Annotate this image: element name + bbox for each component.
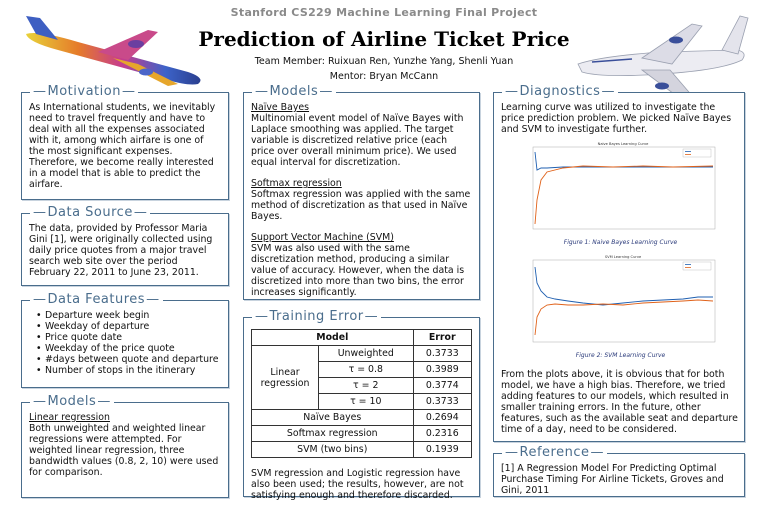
reference-title: — Reference — <box>502 445 607 461</box>
error-cell: 0.2316 <box>413 426 471 442</box>
model-cell: Naïve Bayes <box>252 410 414 426</box>
models-left-title: — Models — <box>30 394 114 410</box>
figure-2-caption: Figure 2: SVM Learning Curve <box>575 352 666 359</box>
motivation-panel <box>21 84 229 200</box>
model-cell: τ = 2 <box>319 378 414 394</box>
project-label: Stanford CS229 Machine Learning Final Project <box>230 6 538 19</box>
model-cell: SVM (two bins) <box>252 442 414 458</box>
data-source-panel <box>21 205 229 286</box>
model-cell: τ = 10 <box>319 394 414 410</box>
error-cell: 0.1939 <box>413 442 471 458</box>
diagnostics-conclusion: From the plots above, it is obvious that for both model, we have a high bias. Therefore, we tried adding features to our models, which resulted in smaller training errors. In the future, other features, such as the available seat and departure time of a day, need to be considered. <box>501 369 738 435</box>
airplane-left-image <box>18 14 213 89</box>
test-series-line <box>535 166 713 224</box>
train-series-line <box>535 267 713 305</box>
training-error-note: SVM regression and Logistic regression have also been used; the results, however, are not satisfying enough and therefore discarded. <box>251 468 464 501</box>
chart-title: SVM Learning Curve <box>604 255 642 259</box>
naive-bayes-text: Multinomial event model of Naïve Bayes with Laplace smoothing was applied. The target variable is discretized relative price (each price over overall minimum price). We used equal interval for discretization. <box>251 113 464 168</box>
training-error-title: — Training Error — <box>252 309 381 325</box>
error-cell: 0.3989 <box>413 362 471 378</box>
diagnostics-title: — Diagnostics — <box>502 84 618 100</box>
model-cell: Unweighted <box>319 346 414 362</box>
model-cell: τ = 0.8 <box>319 362 414 378</box>
chart-title: Naive Bayes Learning Curve <box>597 142 649 146</box>
softmax-text: Softmax regression was applied with the same method of discretization as that used in Naïve Bayes. <box>251 189 471 222</box>
chart-legend <box>683 149 711 157</box>
figure-1-caption: Figure 1: Naive Bayes Learning Curve <box>563 239 678 246</box>
linear-regression-text: Both unweighted and weighted linear regressions were attempted. For weighted linear regression, three bandwidth values (0.8, 2, 10) were used for comparison. <box>29 423 219 478</box>
list-item: • Number of stops in the itinerary <box>39 365 221 376</box>
training-error-table <box>251 329 472 458</box>
linear-regression-cell: Linear regression <box>252 346 319 410</box>
error-cell: 0.3774 <box>413 378 471 394</box>
linear-regression-heading: Linear regression <box>29 412 110 423</box>
plot-area <box>533 147 715 229</box>
table-row <box>252 410 472 426</box>
models-mid-title: — Models — <box>252 84 336 100</box>
motivation-text: As International students, we inevitably need to travel frequently and have to deal with all the expenses associated with it, among which airfare is one of the most significant expenses. Therefore, we become really interested in a model that is able to predict the airfare. <box>29 102 216 190</box>
chart-legend <box>683 262 711 270</box>
feature-list <box>29 310 221 376</box>
reference-panel <box>493 445 745 497</box>
mentor: Mentor: Bryan McCann <box>329 71 439 82</box>
table-header-error: Error <box>413 330 471 346</box>
data-features-title: — Data Features — <box>30 292 163 308</box>
table-row <box>252 330 472 346</box>
motivation-title: — Motivation — <box>30 84 138 100</box>
data-source-title: — Data Source — <box>30 205 150 221</box>
team-members: Team Member: Ruixuan Ren, Yunzhe Yang, Shenli Yuan <box>254 56 514 67</box>
table-row <box>252 426 472 442</box>
naive-bayes-learning-curve-chart <box>523 140 718 237</box>
error-cell: 0.2694 <box>413 410 471 426</box>
list-item: • Weekday of departure <box>39 321 221 332</box>
softmax-heading: Softmax regression <box>251 178 342 189</box>
naive-bayes-heading: Naïve Bayes <box>251 102 310 113</box>
table-row <box>252 442 472 458</box>
error-cell: 0.3733 <box>413 346 471 362</box>
training-error-panel <box>243 309 480 501</box>
data-features-panel <box>21 292 229 388</box>
svm-heading: Support Vector Machine (SVM) <box>251 232 394 243</box>
list-item: • Departure week begin <box>39 310 221 321</box>
list-item: • Weekday of the price quote <box>39 343 221 354</box>
list-item: • Price quote date <box>39 332 221 343</box>
test-series-line <box>535 300 713 335</box>
svm-learning-curve-chart <box>523 253 718 350</box>
error-cell: 0.3733 <box>413 394 471 410</box>
poster-title: Prediction of Airline Ticket Price <box>198 27 570 51</box>
data-source-text: The data, provided by Professor Maria Gini [1], were originally collected using daily price quotes from a major travel search web site over the period February 22, 2011 to June 23, 2011. <box>29 223 213 278</box>
list-item: • #days between quote and departure <box>39 354 221 365</box>
table-row <box>252 346 472 362</box>
diagnostics-intro: Learning curve was utilized to investigate the price prediction problem. We picked Naïve Bayes and SVM to investigate further. <box>501 102 732 135</box>
reference-text: [1] A Regression Model For Predicting Optimal Purchase Timing For Airline Tickets, Groves and Gini, 2011 <box>501 463 724 496</box>
table-header-model: Model <box>252 330 414 346</box>
model-cell: Softmax regression <box>252 426 414 442</box>
models-mid-panel <box>243 84 480 300</box>
svm-text: SVM was also used with the same discretization method, producing a similar value of accuracy. However, when the data is discretized into more than two bins, the error increases significantly. <box>251 243 465 298</box>
models-left-panel <box>21 394 229 498</box>
